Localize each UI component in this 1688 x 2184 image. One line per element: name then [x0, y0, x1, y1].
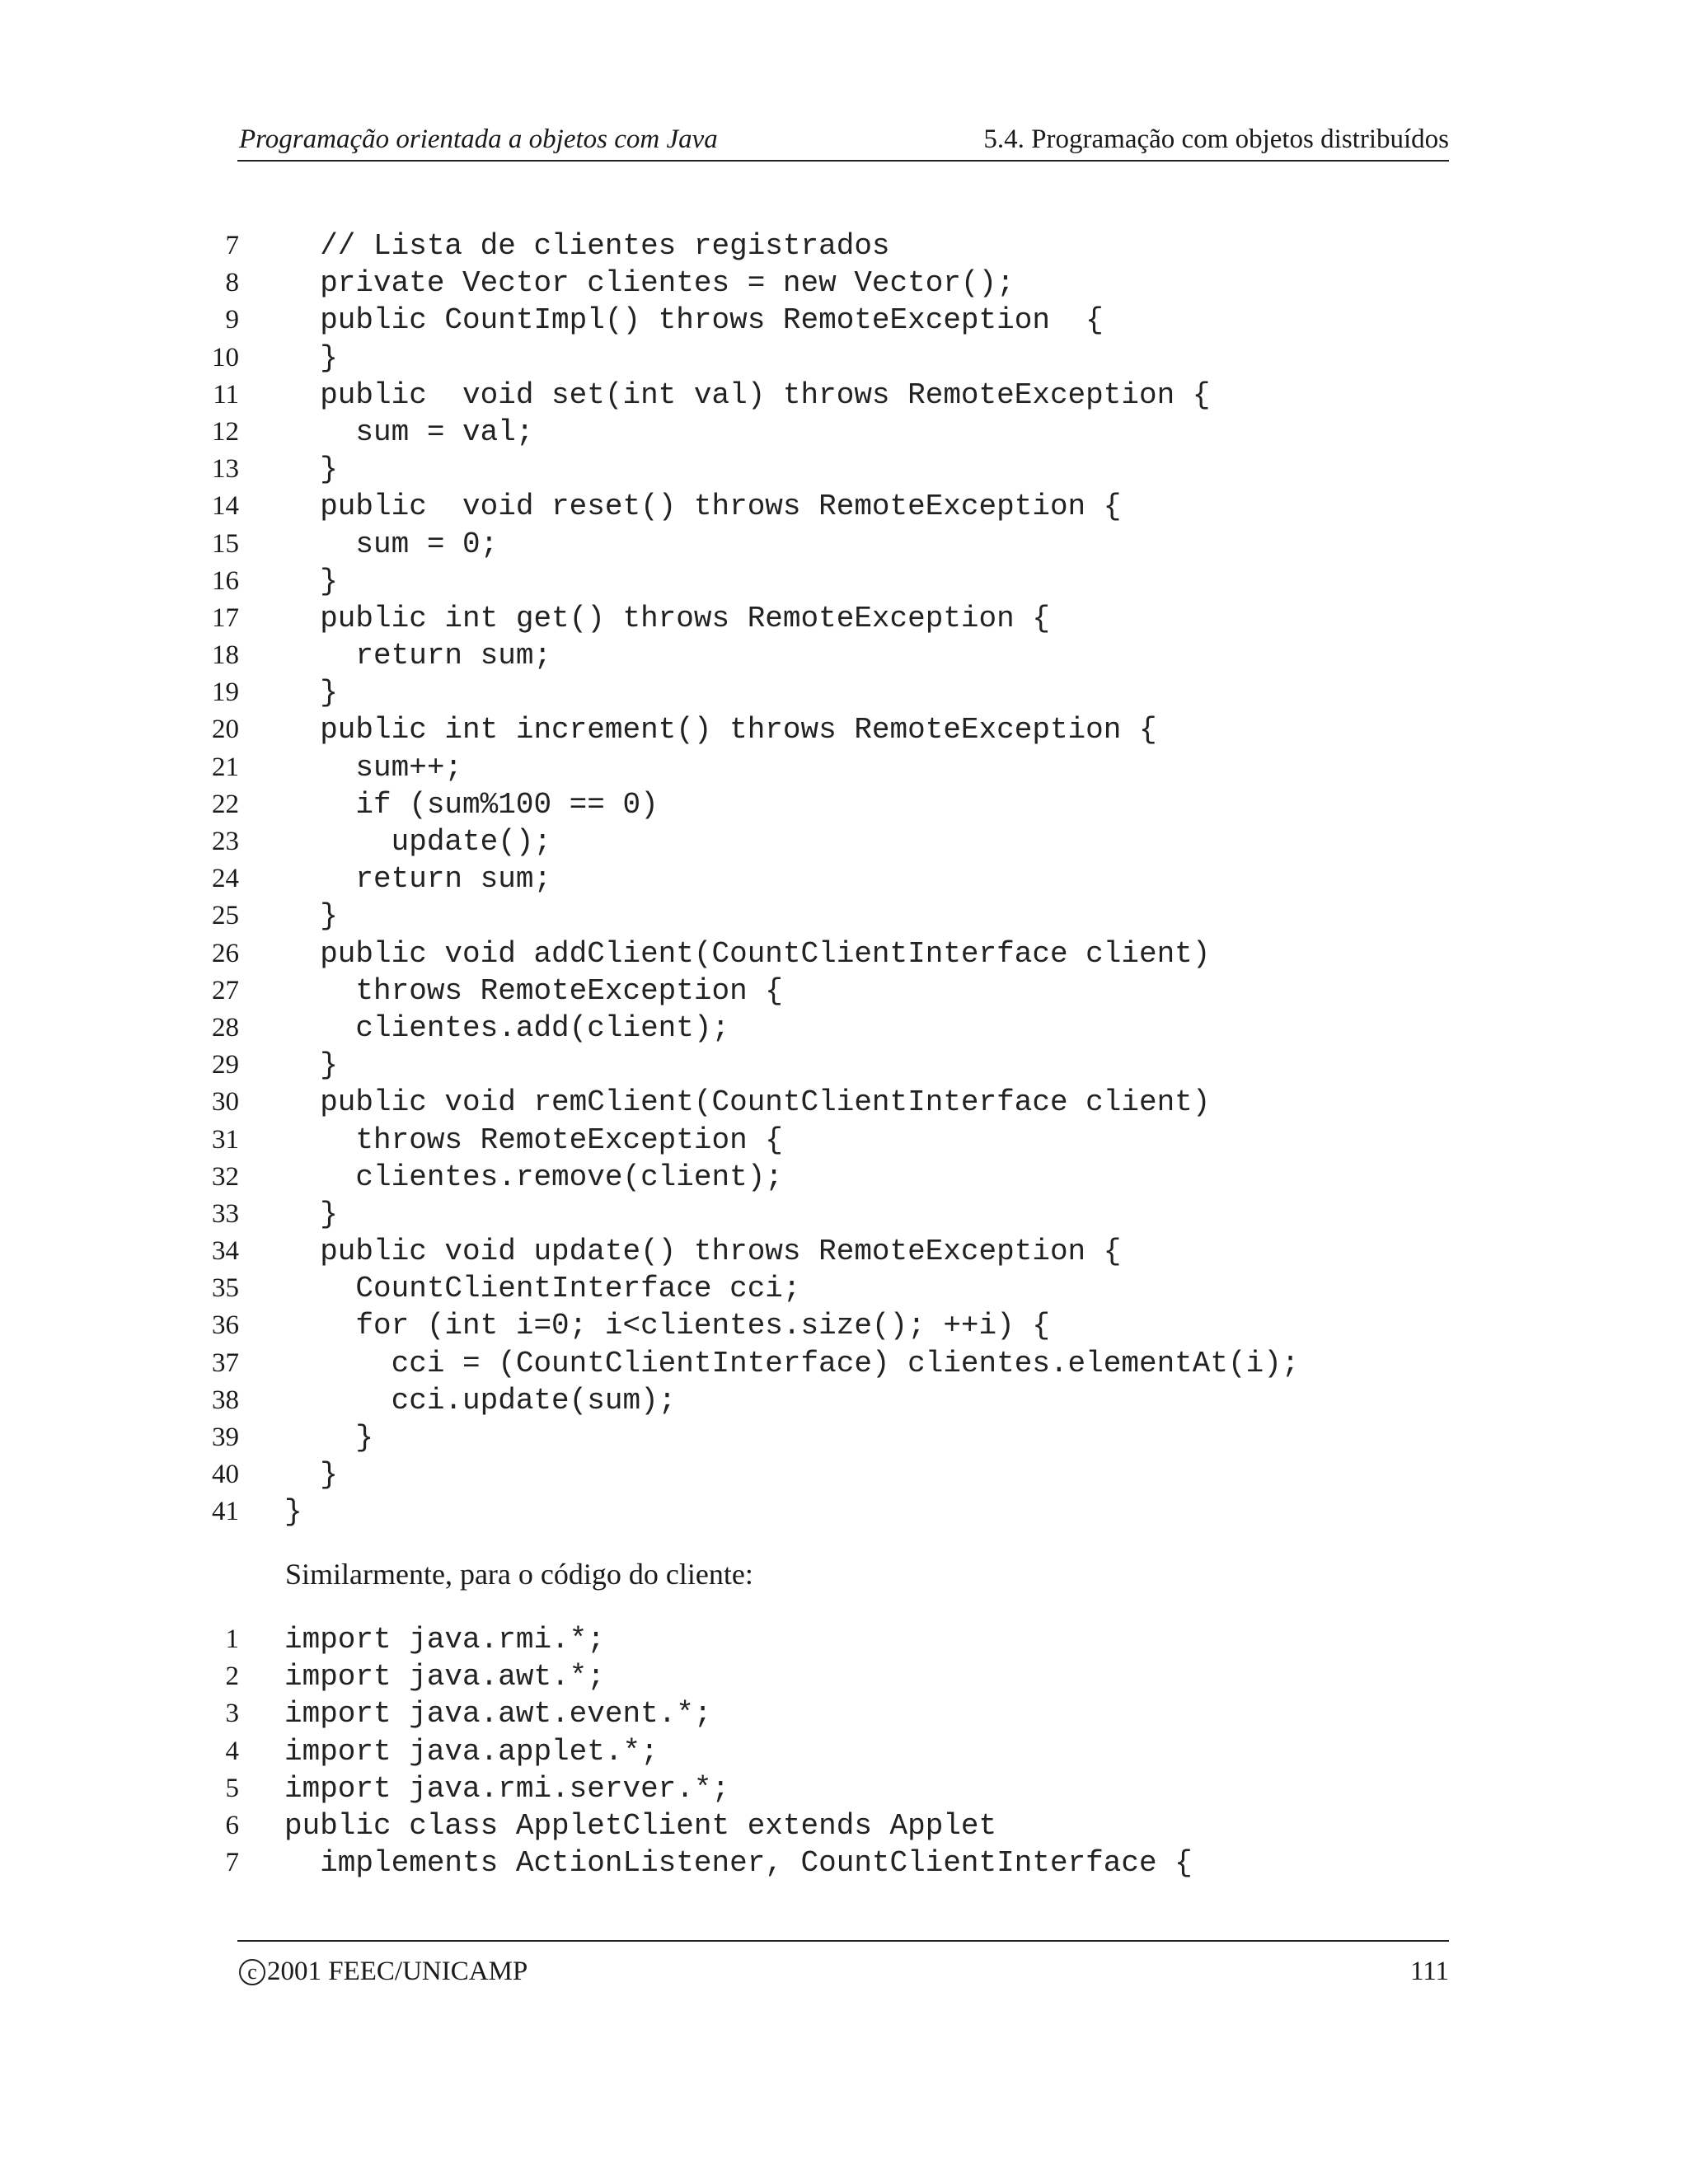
code-text: for (int i=0; i<clientes.size(); ++i) {: [284, 1309, 1050, 1343]
code-line: [0, 749, 1688, 786]
running-header: [237, 122, 1449, 162]
header-book-title: Programação orientada a objetos com Java: [239, 124, 718, 154]
line-number: 36: [212, 1310, 239, 1341]
line-number: 20: [212, 715, 239, 745]
code-line: [0, 1770, 1688, 1807]
line-number: 25: [212, 901, 239, 931]
code-text: public void addClient(CountClientInterface client): [284, 936, 1211, 971]
line-number: 38: [212, 1385, 239, 1415]
line-number: 40: [212, 1460, 239, 1490]
code-text: public void set(int val) throws RemoteException {: [284, 377, 1211, 412]
code-text: if (sum%100 == 0): [284, 787, 659, 822]
code-text: }: [284, 1421, 374, 1455]
code-text: // Lista de clientes registrados: [284, 229, 890, 263]
line-number: 30: [212, 1087, 239, 1118]
code-line: [0, 972, 1688, 1010]
code-line: [0, 302, 1688, 339]
code-text: sum = 0;: [284, 527, 499, 561]
code-line: [0, 1807, 1688, 1844]
line-number: 41: [212, 1497, 239, 1527]
code-line: [0, 786, 1688, 823]
footer-publisher: 2001 FEEC/UNICAMP: [267, 1957, 528, 1986]
code-text: private Vector clientes = new Vector();: [284, 266, 1015, 301]
line-number: 7: [225, 231, 239, 260]
code-text: }: [284, 452, 338, 487]
code-text: }: [284, 564, 338, 598]
code-text: sum = val;: [284, 415, 534, 449]
code-text: public class AppletClient extends Applet: [284, 1808, 997, 1843]
code-text: return sum;: [284, 639, 552, 673]
line-number: 33: [212, 1198, 239, 1229]
line-number: 1: [225, 1624, 239, 1654]
copyright-icon: c: [239, 1959, 265, 1985]
code-text: update();: [284, 825, 552, 859]
code-line: [0, 1270, 1688, 1307]
line-number: 17: [212, 602, 239, 633]
line-number: 4: [225, 1736, 239, 1766]
code-line: [0, 674, 1688, 711]
code-text: clientes.add(client);: [284, 1010, 730, 1045]
line-number: 5: [225, 1773, 239, 1803]
code-text: clientes.remove(client);: [284, 1160, 783, 1194]
line-number: 31: [212, 1124, 239, 1155]
line-number: 32: [212, 1161, 239, 1192]
code-line: [0, 935, 1688, 972]
page-number: 111: [1409, 1957, 1449, 1986]
code-text: public void remClient(CountClientInterface client): [284, 1085, 1211, 1120]
code-line: [0, 377, 1688, 414]
code-text: sum++;: [284, 750, 463, 785]
line-number: 37: [212, 1347, 239, 1378]
code-line: [0, 1307, 1688, 1344]
line-number: 35: [212, 1273, 239, 1304]
code-text: public int get() throws RemoteException {: [284, 601, 1050, 635]
footer-copyright: [239, 1957, 528, 1987]
code-text: throws RemoteException {: [284, 1122, 783, 1157]
code-line: [0, 1196, 1688, 1233]
code-text: public CountImpl() throws RemoteException {: [284, 303, 1104, 338]
code-line: [0, 600, 1688, 637]
code-line: [0, 451, 1688, 488]
line-number: 19: [212, 677, 239, 708]
code-text: }: [284, 1495, 302, 1530]
code-line: [0, 637, 1688, 674]
line-number: 29: [212, 1050, 239, 1080]
body-paragraph: Similarmente, para o código do cliente:: [285, 1558, 753, 1591]
code-text: public void update() throws RemoteException {: [284, 1235, 1122, 1269]
code-line: [0, 488, 1688, 525]
code-text: cci.update(sum);: [284, 1383, 677, 1418]
code-text: import java.awt.event.*;: [284, 1697, 712, 1732]
code-line: [0, 1658, 1688, 1695]
line-number: 2: [225, 1661, 239, 1692]
line-number: 24: [212, 864, 239, 894]
line-number: 10: [212, 342, 239, 373]
line-number: 13: [212, 454, 239, 485]
line-number: 12: [212, 416, 239, 447]
code-line: [0, 1047, 1688, 1084]
code-text: }: [284, 676, 338, 710]
code-text: }: [284, 1048, 338, 1083]
code-text: import java.awt.*;: [284, 1660, 605, 1694]
header-section-title: 5.4. Programação com objetos distribuídos: [983, 124, 1449, 154]
code-text: public int increment() throws RemoteException {: [284, 713, 1157, 748]
code-text: }: [284, 1197, 338, 1231]
code-line: [0, 1345, 1688, 1382]
code-line: [0, 1733, 1688, 1770]
code-line: [0, 1382, 1688, 1419]
line-number: 26: [212, 938, 239, 968]
code-line: [0, 1122, 1688, 1159]
code-text: }: [284, 340, 338, 375]
code-text: CountClientInterface cci;: [284, 1272, 801, 1306]
line-number: 39: [212, 1422, 239, 1452]
code-line: [0, 1844, 1688, 1882]
code-text: return sum;: [284, 862, 552, 897]
line-number: 23: [212, 827, 239, 856]
code-line: [0, 1233, 1688, 1270]
code-text: implements ActionListener, CountClientInterface {: [284, 1846, 1193, 1881]
code-line: [0, 340, 1688, 377]
code-line: [0, 265, 1688, 302]
line-number: 9: [225, 305, 239, 335]
code-text: }: [284, 899, 338, 934]
code-line: [0, 860, 1688, 898]
code-line: [0, 227, 1688, 265]
code-line: [0, 526, 1688, 563]
page-footer: [237, 1940, 1449, 1999]
line-number: 7: [225, 1848, 239, 1878]
code-line: [0, 1456, 1688, 1493]
code-text: }: [284, 1458, 338, 1493]
code-text: throws RemoteException {: [284, 973, 783, 1008]
code-text: cci = (CountClientInterface) clientes.elementAt(i);: [284, 1346, 1300, 1380]
code-line: [0, 1159, 1688, 1196]
line-number: 21: [212, 752, 239, 782]
code-line: [0, 1621, 1688, 1658]
code-text: import java.applet.*;: [284, 1734, 659, 1769]
code-line: [0, 823, 1688, 860]
code-line: [0, 1493, 1688, 1530]
code-listing-client: [0, 1621, 1688, 1882]
code-line: [0, 563, 1688, 600]
code-listing-server: [0, 227, 1688, 1531]
line-number: 15: [212, 528, 239, 559]
code-line: [0, 1695, 1688, 1732]
code-line: [0, 711, 1688, 748]
line-number: 8: [225, 268, 239, 298]
line-number: 22: [212, 789, 239, 819]
code-line: [0, 1010, 1688, 1047]
code-line: [0, 898, 1688, 935]
code-text: import java.rmi.server.*;: [284, 1771, 730, 1806]
line-number: 3: [225, 1699, 239, 1729]
line-number: 34: [212, 1236, 239, 1267]
line-number: 16: [212, 565, 239, 596]
code-text: public void reset() throws RemoteException {: [284, 490, 1122, 524]
code-line: [0, 1084, 1688, 1121]
code-text: import java.rmi.*;: [284, 1623, 605, 1657]
line-number: 14: [212, 491, 239, 522]
code-line: [0, 414, 1688, 451]
line-number: 27: [212, 975, 239, 1005]
line-number: 28: [212, 1012, 239, 1043]
code-line: [0, 1419, 1688, 1456]
line-number: 11: [213, 379, 239, 410]
line-number: 18: [212, 640, 239, 671]
line-number: 6: [225, 1810, 239, 1840]
